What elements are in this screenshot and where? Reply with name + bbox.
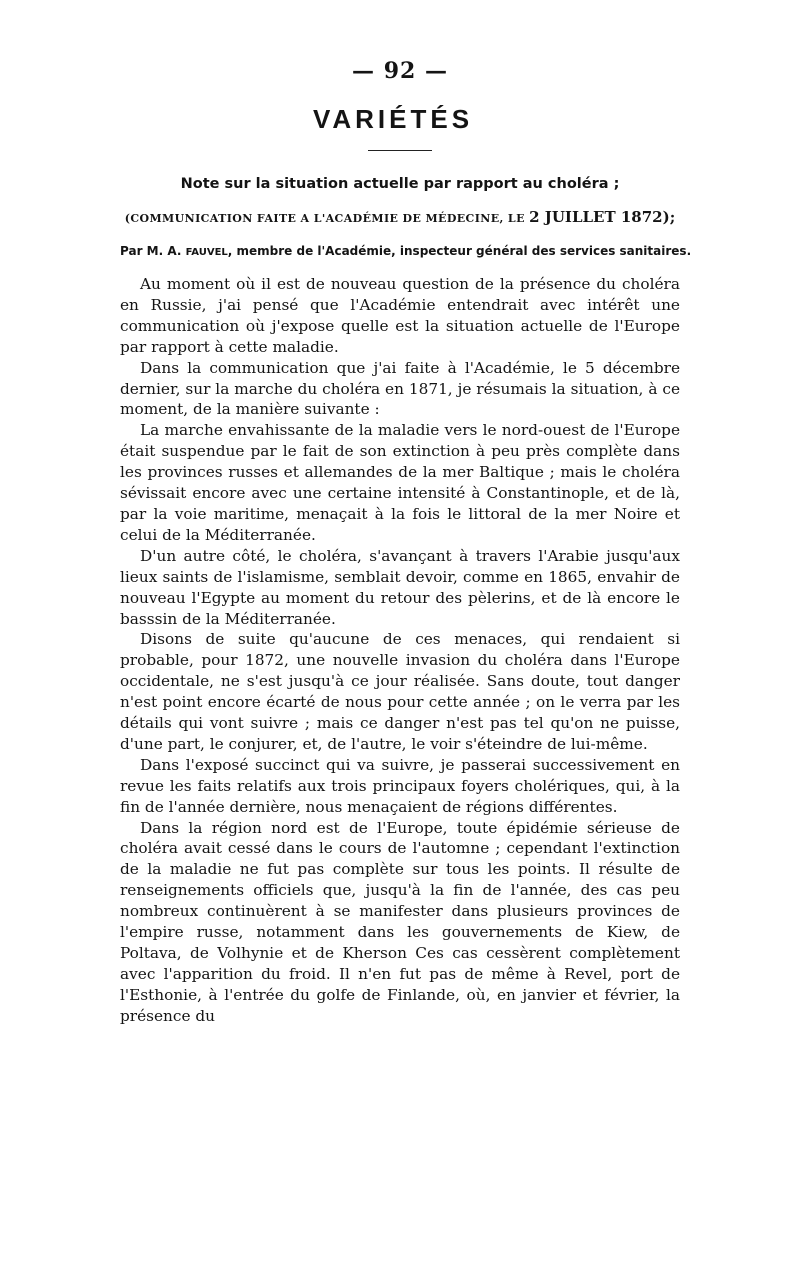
communication-date: 2 JUILLET 1872); xyxy=(529,208,676,226)
section-title: VARIÉTÉS xyxy=(312,104,474,134)
note-title: Note sur la situation actuelle par rapport au choléra ; xyxy=(180,176,620,192)
author-suffix: , membre de l'Académie, inspecteur général des services sanitaires. xyxy=(227,244,692,258)
paragraph: Dans l'exposé succinct qui va suivre, je passerai successivement en revue les faits relatifs aux trois principaux foyers cholériques, qui, à la fin de l'année dernière, nous menaçaient de régions différentes. xyxy=(120,755,680,816)
paragraph: Dans la région nord est de l'Europe, toute épidémie sérieuse de choléra avait cessé dans le cours de l'automne ; cependant l'extinction de la maladie ne fut pas complète sur tous les points. Il résulte de renseignements officiels que, jusqu'à la fin de l'année, des cas peu nombreux continuèrent à se manifester dans plusieurs provinces de l'empire russe, notamment dans les gouvernements de Kiew, de Poltava, de Volhynie et de Kherson Ces cas cessèrent complètement avec l'apparition du froid. Il n'en fut pas de même à Revel, port de l'Esthonie, à l'entrée du golfe de Finlande, où, en janvier et février, la présence du xyxy=(120,818,680,1025)
paragraph: Dans la communication que j'ai faite à l'Académie, le 5 décembre dernier, sur la marche du choléra en 1871, je résumais la situation, à ce moment, de la manière suivante : xyxy=(120,358,680,419)
author-name: FAUVEL xyxy=(185,247,228,258)
body-text xyxy=(120,274,680,1027)
author-prefix: Par M. A. xyxy=(120,244,186,258)
paragraph: D'un autre côté, le choléra, s'avançant à travers l'Arabie jusqu'aux lieux saints de l'islamisme, semblait devoir, comme en 1865, envahir de nouveau l'Egypte au moment du retour des pèlerins, et de là encore le basssin de la Méditerranée. xyxy=(120,546,680,628)
title-divider xyxy=(368,150,432,151)
communication-line xyxy=(0,208,800,226)
page-number: — 92 — xyxy=(352,58,448,84)
communication-prefix: (COMMUNICATION FAITE A L'ACADÉMIE DE MÉDECINE, LE xyxy=(124,212,530,225)
author-line xyxy=(120,244,692,258)
paragraph: Au moment où il est de nouveau question de la présence du choléra en Russie, j'ai pensé que l'Académie entendrait avec intérêt une communication où j'expose quelle est la situation actuelle de l'Europe par rapport à cette maladie. xyxy=(120,275,680,356)
paragraph: La marche envahissante de la maladie vers le nord-ouest de l'Europe était suspendue par le fait de son extinction à peu près complète dans les provinces russes et allemandes de la mer Baltique ; mais le choléra sévissait encore avec une certaine intensité à Constantinople, et de là, par la voie maritime, menaçait à la fois le littoral de la mer Noire et celui de la Méditerranée. xyxy=(120,421,680,544)
paragraph: Disons de suite qu'aucune de ces menaces, qui rendaient si probable, pour 1872, une nouvelle invasion du choléra dans l'Europe occidentale, ne s'est jusqu'à ce jour réalisée. Sans doute, tout danger n'est point encore écarté de nous pour cette année ; on le verra par les détails qui vont suivre ; mais ce danger n'est pas tel qu'on ne puisse, d'une part, le conjurer, et, de l'autre, le voir s'éteindre de lui-même. xyxy=(120,630,680,753)
